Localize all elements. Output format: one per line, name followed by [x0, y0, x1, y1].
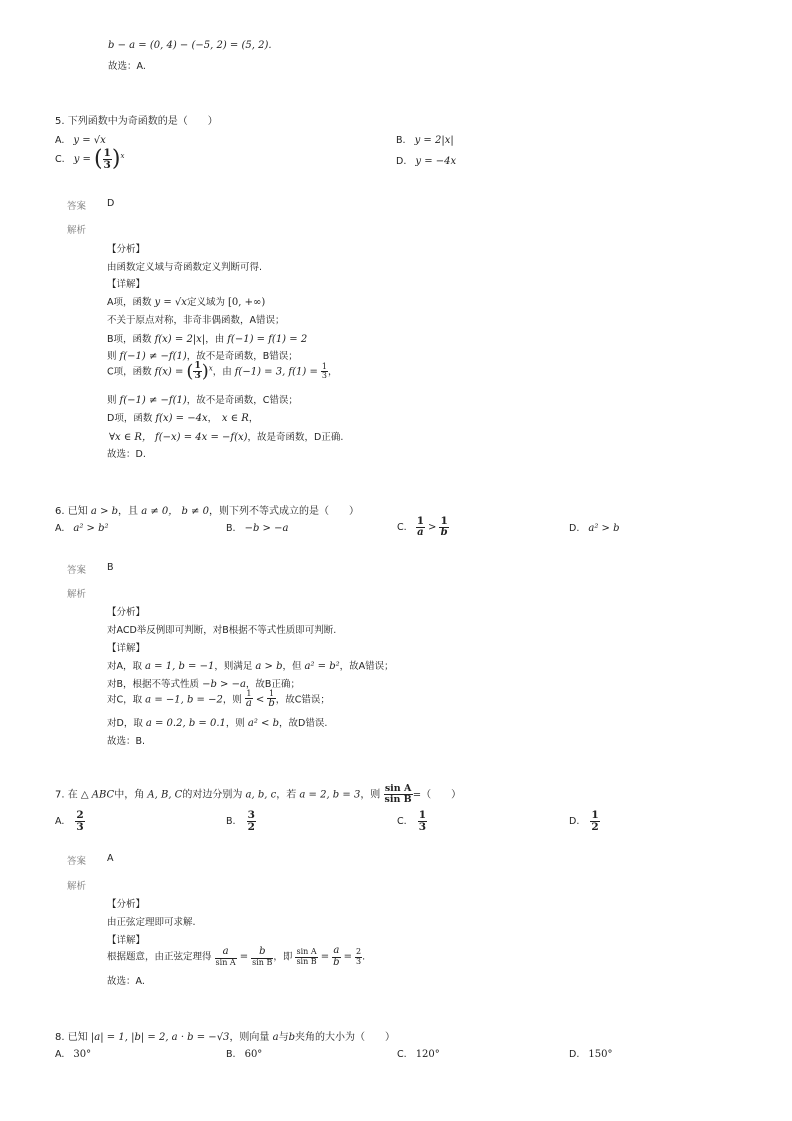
q7-option-b: B. $\frac{3}{2}$: [226, 809, 255, 834]
q6-option-c: C. $\frac{1}{a}$ > $\frac{1}{b}$: [397, 515, 448, 539]
answer-label: 答案: [67, 201, 87, 212]
q5-detail-line-3: B项，函数 f(x) = 2|x|，由 f(−1) = f(1) = 2: [107, 334, 308, 345]
q5-option-b: [396, 135, 454, 146]
q5-option-b-label: B.: [396, 135, 406, 146]
fenxi-heading: 【分析】: [107, 899, 146, 910]
q5-detail-line-5: C项，函数 f(x) = ( $\frac{1}{3}$ )$^x$，由 f(−1) = 3, f(1) = $\frac{1}{3}$ ，: [107, 360, 338, 382]
q7-stem: 7. 在 △ ABC中，角 A, B, C的对边分别为 a, b, c，若 a = 2, b = 3，则 $\frac{\text{sin A}}{\text{sin B}}$ =（ ）: [55, 783, 462, 805]
xiangjie-heading: 【详解】: [107, 935, 146, 946]
q5-option-d-text: y = −4x: [415, 156, 457, 167]
q6-detail-line-1: 对A，取 a = 1, b = −1，则满足 a > b，但 a² = b²，故A错误；: [107, 661, 394, 672]
answer-choice-line: 故选：A.: [108, 61, 146, 72]
q6-stem: 6. 已知 a > b，且 a ≠ 0， b ≠ 0，则下列不等式成立的是（ ）: [55, 506, 359, 517]
q7-option-c: C. $\frac{1}{3}$: [397, 809, 426, 834]
xiangjie-heading: 【详解】: [107, 279, 146, 290]
sine-ratio-fraction: $\frac{\text{sin A}}{\text{sin B}}$: [384, 783, 412, 805]
fenxi-heading: 【分析】: [107, 244, 146, 255]
q6-option-b: B. −b > −a: [226, 523, 289, 534]
q5-option-c-fraction: $\frac{1}{3}$: [103, 147, 111, 172]
q6-detail-line-4: 对D，取 a = 0.2, b = 0.1，则 a² < b，故D错误.: [107, 718, 328, 729]
q5-option-c-exponent: x: [120, 151, 125, 160]
q6-detail-line-2: 对B，根据不等式性质 −b > −a，故B正确；: [107, 679, 300, 690]
q8-stem: 8. 已知 |a| = 1, |b| = 2, a · b = −√3，则向量 a与b夹角的大小为（ ）: [55, 1032, 395, 1043]
q5-detail-line-1: A项，函数 y = √x定义域为 [0, +∞): [107, 297, 266, 308]
analysis-label: 解析: [67, 881, 87, 892]
q5-detail-line-8: ∀x ∈ R， f(−x) = 4x = −f(x)，故是奇函数，D正确.: [109, 432, 344, 443]
q5-stem: 5. 下列函数中为奇函数的是（ ）: [55, 116, 218, 127]
vector-difference-formula: b − a = (0, 4) − (−5, 2) = (5, 2).: [108, 40, 272, 51]
q6-fenxi-text: 对ACD举反例即可判断，对B根据不等式性质即可判断.: [107, 625, 337, 636]
q5-option-c-label: C.: [55, 154, 65, 166]
q5-final-answer: 故选：D.: [107, 449, 146, 460]
q5-option-c: [55, 148, 124, 171]
q6-option-a: A. a² > b²: [55, 523, 109, 534]
q6-detail-line-3: 对C，取 a = −1, b = −2，则 $\frac{1}{a}$ < $\frac{1}{b}$ ，故C错误；: [107, 689, 330, 710]
q8-option-c: C. 120°: [397, 1049, 440, 1060]
q5-fenxi-text: 由函数定义域与奇函数定义判断可得.: [107, 262, 263, 273]
analysis-label: 解析: [67, 225, 87, 236]
q5-detail-line-4: 则 f(−1) ≠ −f(1)，故不是奇函数，B错误；: [107, 351, 298, 362]
fenxi-heading: 【分析】: [107, 607, 146, 618]
q5-answer: D: [107, 198, 115, 209]
answer-label: 答案: [67, 856, 87, 867]
q8-option-b: B. 60°: [226, 1049, 263, 1060]
analysis-label: 解析: [67, 589, 87, 600]
q7-answer: A: [107, 853, 114, 864]
answer-label: 答案: [67, 565, 87, 576]
q5-option-a: [55, 135, 106, 146]
q7-fenxi-text: 由正弦定理即可求解.: [107, 917, 196, 928]
right-paren: ): [111, 146, 121, 172]
left-paren: (: [93, 146, 103, 172]
q5-detail-line-2: 不关于原点对称，非奇非偶函数，A错误；: [107, 315, 285, 326]
right-paren: ): [201, 360, 209, 382]
q6-final-answer: 故选：B.: [107, 736, 146, 747]
q5-option-a-label: A.: [55, 135, 65, 146]
q7-detail-line-1: 根据题意，由正弦定理得 $\frac{a}{\text{sin A}}$ = $\frac{b}{\text{sin B}}$ ，即 $\frac{\text{sin A}}{\text{sin B}}$ = $\frac{a}{b}$ = $\frac{2}{3}$ .: [107, 945, 366, 968]
q7-final-answer: 故选：A.: [107, 976, 145, 987]
q5-option-d: [396, 156, 456, 167]
q7-option-d: D. $\frac{1}{2}$: [569, 809, 599, 834]
q6-option-d: D. a² > b: [569, 523, 620, 534]
q6-answer: B: [107, 562, 114, 573]
q8-option-a: A. 30°: [55, 1049, 92, 1060]
q5-detail-line-7: D项，函数 f(x) = −4x， x ∈ R，: [107, 413, 259, 424]
q5-option-b-text: y = 2|x|: [414, 135, 454, 146]
q8-option-d: D. 150°: [569, 1049, 613, 1060]
q7-option-a: A. $\frac{2}{3}$: [55, 809, 84, 834]
xiangjie-heading: 【详解】: [107, 643, 146, 654]
q5-option-a-text: y = √x: [73, 135, 106, 146]
q5-detail-line-6: 则 f(−1) ≠ −f(1)，故不是奇函数，C错误；: [107, 395, 298, 406]
q5-option-d-label: D.: [396, 156, 407, 167]
q5-option-c-y: y =: [73, 154, 91, 166]
left-paren: (: [186, 360, 194, 382]
